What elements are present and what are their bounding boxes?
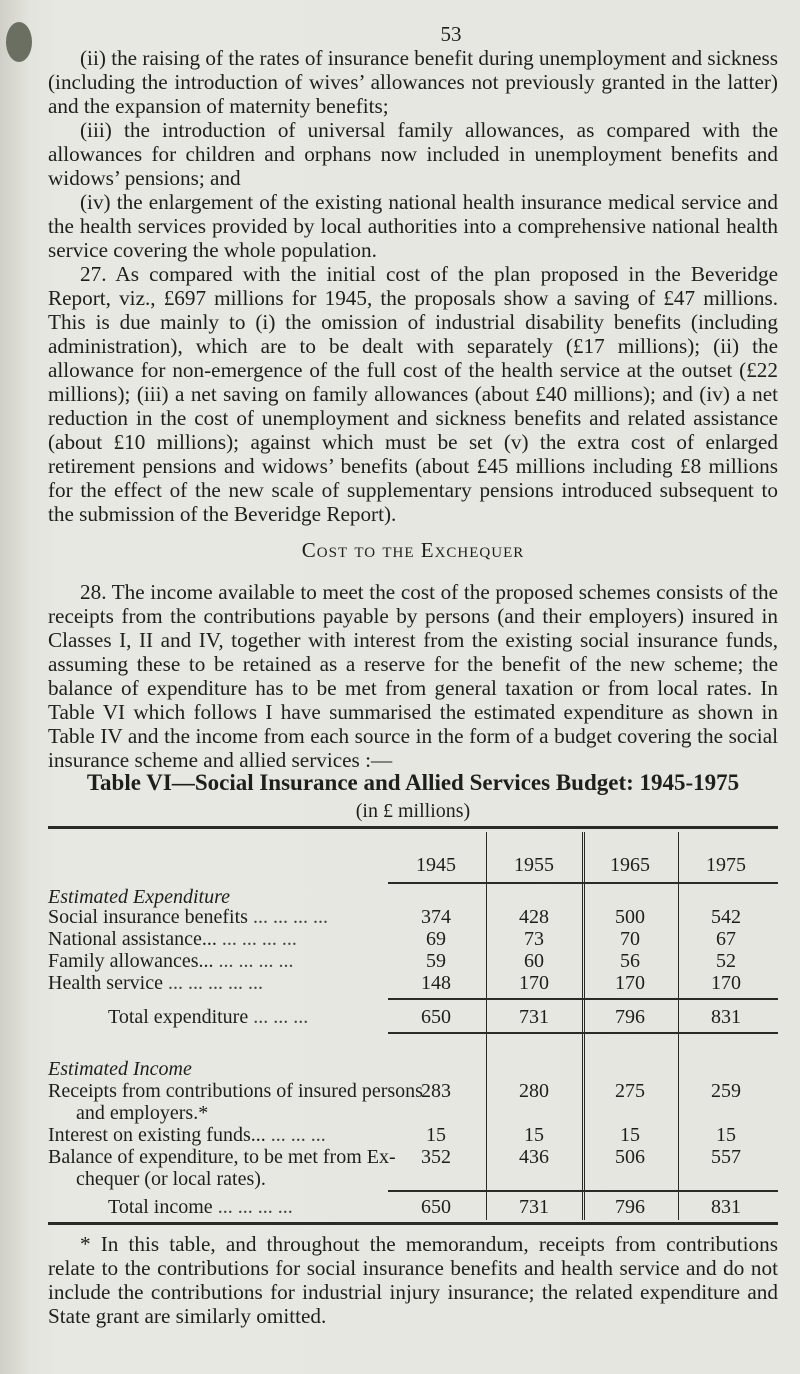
cell-value: 170 — [615, 972, 645, 994]
row-label-continued: chequer (or local rates). — [76, 1168, 266, 1190]
scan-blemish — [6, 22, 32, 62]
paragraph-27: 27. As compared with the initial cost of the plan proposed in the Beveridge Report, viz., £697 millions for 1945, the proposals show a saving of £47 millions. This is due mainly to (i) the omission of industrial disability benefits (including administration), which are to be dealt with separately (£17 millions); (ii) the allowance for non-emergence of the full cost of the health service at the outset (£22 millions); (iii) a net saving on family allowances (about £40 millions); and (iv) a net reduction in the cost of unemployment and sickness benefits and related assistance (about £10 millions); against which must be set (v) the extra cost of enlarged retirement pensions and widows’ benefits (about £45 millions including £8 millions for the effect of the new scale of supplementary pensions introduced subsequent to the submission of the Beveridge Report). — [48, 262, 778, 526]
cell-value: 275 — [615, 1080, 645, 1102]
cell-value: 436 — [519, 1146, 549, 1168]
cell-value: 15 — [620, 1124, 640, 1146]
year-1955: 1955 — [514, 854, 554, 876]
cell-value: 15 — [426, 1124, 446, 1146]
year-1975: 1975 — [706, 854, 746, 876]
cell-value: 283 — [421, 1080, 451, 1102]
cell-value: 52 — [716, 950, 736, 972]
leader-dots: ... ... ... ... — [252, 906, 328, 928]
table-title: Table VI—Social Insurance and Allied Services Budget: 1945-1975 — [86, 770, 740, 795]
cell-value: 352 — [421, 1146, 451, 1168]
item-iv: (iv) the enlargement of the existing national health insurance medical service and the health services provided by local authorities into a comprehensive national health service covering the whole population. — [48, 190, 778, 262]
row-label: Social insurance benefits — [48, 906, 248, 928]
table-bottom-rule — [48, 1222, 778, 1225]
expenditure-heading: Estimated Expenditure — [48, 886, 230, 908]
row-label-continued: and employers.* — [76, 1102, 209, 1124]
cell-value: 73 — [524, 928, 544, 950]
row-label: Receipts from contributions of insured persons — [48, 1080, 423, 1102]
row-label: Balance of expenditure, to be met from Ex- — [48, 1146, 396, 1168]
leader-dots: ... ... ... — [253, 1006, 309, 1028]
cell-value: 506 — [615, 1146, 645, 1168]
year-1965: 1965 — [610, 854, 650, 876]
row-label: Health service — [48, 972, 163, 994]
cell-value: 731 — [519, 1196, 549, 1218]
table-subtitle: (in £ millions) — [355, 800, 471, 822]
cell-value: 15 — [524, 1124, 544, 1146]
table-top-rule — [48, 826, 778, 829]
cell-value: 500 — [615, 906, 645, 928]
subtotal-rule — [388, 998, 778, 1000]
cell-value: 148 — [421, 972, 451, 994]
cell-value: 70 — [620, 928, 640, 950]
row-label: Family allowances... — [48, 950, 214, 972]
cell-value: 170 — [711, 972, 741, 994]
cell-value: 59 — [426, 950, 446, 972]
subtotal-rule — [388, 1190, 778, 1192]
leader-dots: ... ... ... ... — [221, 928, 297, 950]
cell-value: 542 — [711, 906, 741, 928]
cell-value: 280 — [519, 1080, 549, 1102]
cell-value: 796 — [615, 1006, 645, 1028]
cell-value: 15 — [716, 1124, 736, 1146]
cell-value: 56 — [620, 950, 640, 972]
row-label: Interest on existing funds... — [48, 1124, 266, 1146]
cell-value: 60 — [524, 950, 544, 972]
paragraph-28: 28. The income available to meet the cost of the proposed schemes consists of the receipts from the contributions payable by persons (and their employers) insured in Classes I, II and IV, together with interest from the existing social insurance funds, assuming these to be retained as a reserve for the benefit of the new scheme; the balance of expenditure has to be met from general taxation or from local rates. In Table VI which follows I have summarised the estimated expenditure as shown in Table IV and the income from each source in the form of a budget covering the social insurance scheme and allied services :— — [48, 580, 778, 772]
income-heading: Estimated Income — [48, 1058, 192, 1080]
footnote — [48, 1232, 778, 1328]
footnote-text: * In this table, and throughout the memorandum, receipts from contributions relate to the contributions for social insurance benefits and health service and do not include the contributions for industrial injury insurance; the related expenditure and State grant are similarly omitted. — [48, 1232, 778, 1328]
cell-value: 831 — [711, 1006, 741, 1028]
leader-dots: ... ... ... ... — [217, 1196, 293, 1218]
cell-value: 69 — [426, 928, 446, 950]
cell-value: 796 — [615, 1196, 645, 1218]
section-heading: Cost to the Exchequer — [301, 538, 525, 562]
leader-dots: ... ... ... ... ... — [167, 972, 263, 994]
row-label: Total expenditure — [108, 1006, 249, 1028]
intro-items — [48, 46, 778, 526]
cell-value: 831 — [711, 1196, 741, 1218]
year-header-row — [48, 854, 778, 880]
item-ii: (ii) the raising of the rates of insurance benefit during unemployment and sickness (including the introduction of wives’ allowances not previously granted in the latter) and the expansion of maternity benefits; — [48, 46, 778, 118]
row-label: Total income — [108, 1196, 213, 1218]
cell-value: 67 — [716, 928, 736, 950]
row-label: National assistance... — [48, 928, 217, 950]
cell-value: 170 — [519, 972, 549, 994]
cell-value: 731 — [519, 1006, 549, 1028]
paragraph-28-block — [48, 580, 778, 772]
budget-table — [48, 832, 778, 1222]
leader-dots: ... ... ... ... — [218, 950, 294, 972]
cell-value: 428 — [519, 906, 549, 928]
cell-value: 557 — [711, 1146, 741, 1168]
cell-value: 259 — [711, 1080, 741, 1102]
total-rule — [388, 1032, 778, 1034]
cell-value: 374 — [421, 906, 451, 928]
item-iii: (iii) the introduction of universal family allowances, as compared with the allowances for children and orphans now included in unemployment benefits and widows’ pensions; and — [48, 118, 778, 190]
cell-value: 650 — [421, 1196, 451, 1218]
page-number: 53 — [440, 22, 462, 46]
year-1945: 1945 — [416, 854, 456, 876]
cell-value: 650 — [421, 1006, 451, 1028]
leader-dots: ... ... ... — [270, 1124, 326, 1146]
header-underline — [388, 882, 778, 884]
